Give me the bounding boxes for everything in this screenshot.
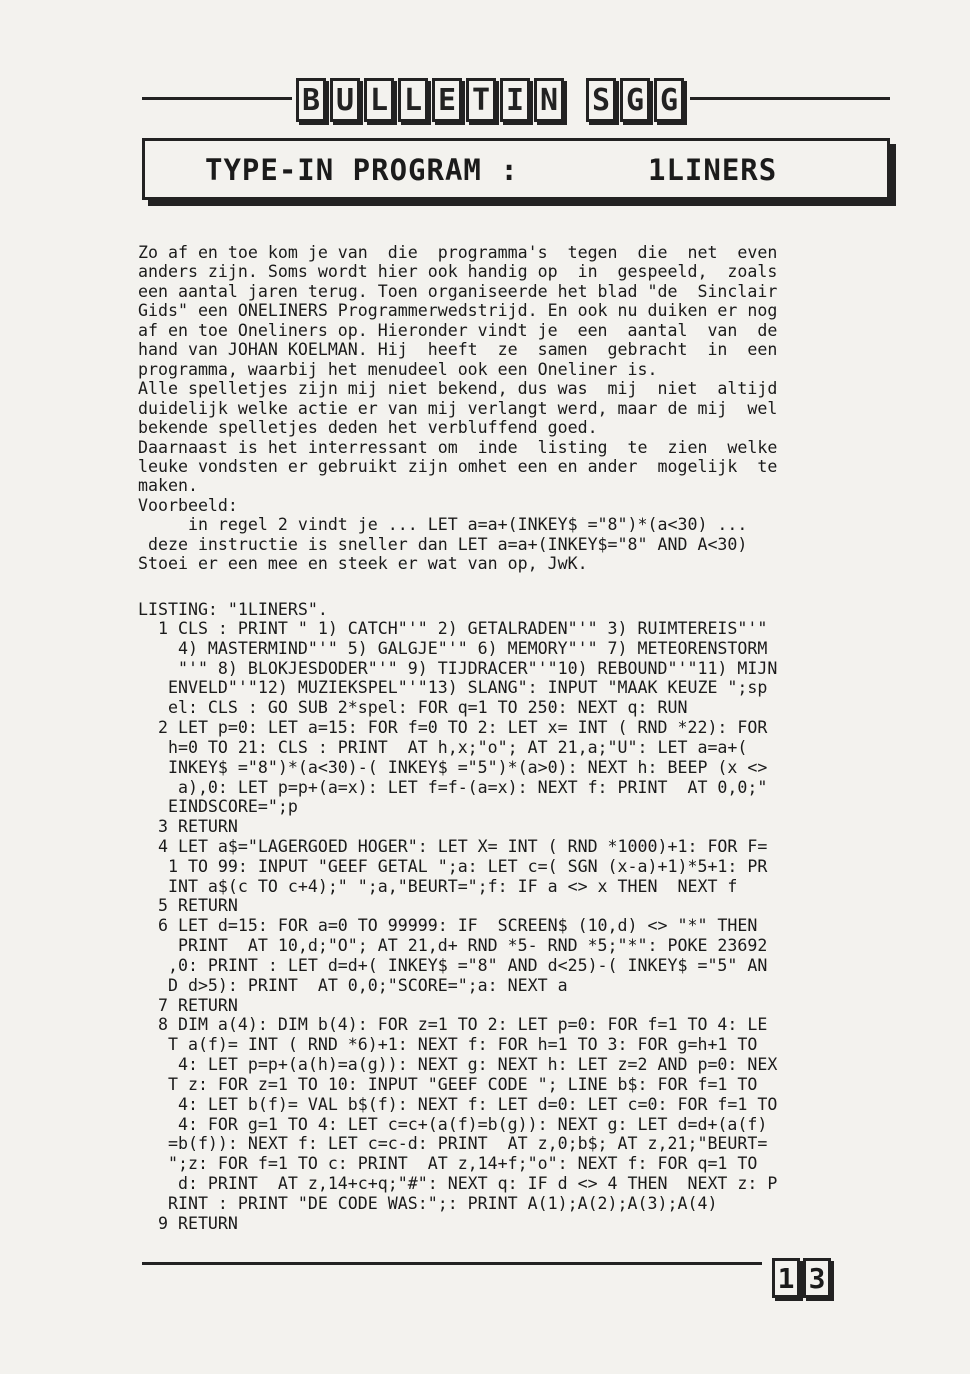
listing-line: 4 LET a$="LAGERGOED HOGER": LET X= INT ( RND *1000)+1: FOR F= — [138, 837, 768, 857]
listing-line: PRINT AT 10,d;"O"; AT 21,d+ RND *5- RND *5;"*": POKE 23692 — [138, 936, 768, 956]
intro-line: leuke vondsten er gebruikt zijn omhet een en ander mogelijk te — [138, 456, 778, 476]
listing-line: 4: FOR g=1 TO 4: LET c=c+(a(f)=b(g)): NEXT g: LET d=d+(a(f) — [138, 1114, 768, 1134]
intro-line: Stoei er een mee en steek er wat van op, JwK. — [138, 554, 588, 574]
listing-line: INT a$(c TO c+4);" ";a,"BEURT=";f: IF a <> x THEN NEXT f — [138, 876, 738, 896]
masthead-letter: U — [330, 78, 360, 122]
listing-line: 2 LET p=0: LET a=15: FOR f=0 TO 2: LET x= INT ( RND *22): FOR — [138, 718, 768, 738]
intro-line: Daarnaast is het interressant om inde listing te zien welke — [138, 437, 778, 457]
listing-line: h=0 TO 21: CLS : PRINT AT h,x;"o"; AT 21,a;"U": LET a=a+( — [138, 737, 748, 757]
intro-line: een aantal jaren terug. Toen organiseerde het blad "de Sinclair — [138, 281, 778, 301]
masthead-letter: B — [296, 78, 326, 122]
listing-line: el: CLS : GO SUB 2*spel: FOR q=1 TO 250: NEXT q: RUN — [138, 698, 688, 718]
page-number — [772, 1258, 831, 1298]
listing-line: 4: LET b(f)= VAL b$(f): NEXT f: LET d=0: LET c=0: FOR f=1 TO — [138, 1094, 778, 1114]
listing-line: 4: LET p=p+(a(h)=a(g)): NEXT g: NEXT h: LET z=2 AND p=0: NEX — [138, 1055, 778, 1075]
masthead-gap — [568, 78, 582, 122]
listing-line: 5 RETURN — [138, 896, 238, 916]
listing-line: 4) MASTERMIND"'" 5) GALGJE"'" 6) MEMORY"'" 7) METEORENSTORM — [138, 638, 768, 658]
masthead-letter: G — [620, 78, 650, 122]
section-title-box — [142, 138, 890, 200]
listing-heading: LISTING: "1LINERS". — [138, 600, 328, 619]
masthead-letter: I — [500, 78, 530, 122]
page-number-digit: 3 — [803, 1258, 831, 1298]
intro-line: hand van JOHAN KOELMAN. Hij heeft ze samen gebracht in een — [138, 340, 778, 360]
listing-line: ENVELD"'"12) MUZIEKSPEL"'"13) SLANG": INPUT "MAAK KEUZE ";sp — [138, 678, 768, 698]
listing-line: 1 CLS : PRINT " 1) CATCH"'" 2) GETALRADEN"'" 3) RUIMTEREIS"'" — [138, 619, 768, 638]
intro-line: deze instructie is sneller dan LET a=a+(INKEY$="8" AND A<30) — [138, 534, 748, 554]
intro-line: duidelijk welke actie er van mij verlangt werd, maar de mij wel — [138, 398, 778, 418]
listing-line: EINDSCORE=";p — [138, 797, 298, 817]
intro-line: in regel 2 vindt je ... LET a=a+(INKEY$ ="8")*(a<30) ... — [138, 515, 748, 535]
masthead-letter: N — [534, 78, 564, 122]
page-number-digit: 1 — [772, 1258, 800, 1298]
listing-line: ";z: FOR f=1 TO c: PRINT AT z,14+f;"o": NEXT f: FOR q=1 TO — [138, 1154, 758, 1174]
listing-line: =b(f)): NEXT f: LET c=c-d: PRINT AT z,0;b$; AT z,21;"BEURT= — [138, 1134, 768, 1154]
listing-line: RINT : PRINT "DE CODE WAS:";: PRINT A(1);A(2);A(3);A(4) — [138, 1193, 718, 1213]
intro-line: Gids" een ONELINERS Programmerwedstrijd. En ook nu duiken er nog — [138, 301, 778, 321]
listing-line: 8 DIM a(4): DIM b(4): FOR z=1 TO 2: LET p=0: FOR f=1 TO 4: LE — [138, 1015, 768, 1035]
section-title-program-name: 1LINERS — [648, 153, 778, 187]
masthead-letter: S — [586, 78, 616, 122]
masthead-letter: L — [364, 78, 394, 122]
intro-line: Voorbeeld: — [138, 495, 238, 515]
listing-line: INKEY$ ="8")*(a<30)-( INKEY$ ="5")*(a>0): NEXT h: BEEP (x <> — [138, 757, 768, 777]
masthead-rule-right — [690, 97, 890, 100]
listing-line: ,0: PRINT : LET d=d+( INKEY$ ="8" AND d<25)-( INKEY$ ="5" AN — [138, 955, 768, 975]
intro-line: af en toe Oneliners op. Hieronder vindt je een aantal van de — [138, 320, 778, 340]
listing-line: 7 RETURN — [138, 995, 238, 1015]
masthead-letter: G — [654, 78, 684, 122]
section-title: TYPE-IN PROGRAM : — [205, 153, 519, 187]
listing-line: d: PRINT AT z,14+c+q;"#": NEXT q: IF d <> 4 THEN NEXT z: P — [138, 1173, 778, 1193]
intro-line: Alle spelletjes zijn mij niet bekend, dus was mij niet altijd — [138, 379, 778, 399]
masthead-rule-left — [142, 97, 292, 100]
masthead-letter: L — [398, 78, 428, 122]
listing-line: 3 RETURN — [138, 817, 238, 837]
masthead-bulletin-sgg — [296, 78, 684, 122]
listing-line: D d>5): PRINT AT 0,0;"SCORE=";a: NEXT a — [138, 975, 568, 995]
listing-line: 9 RETURN — [138, 1213, 238, 1233]
intro-line: bekende spelletjes deden het verbluffend goed. — [138, 418, 598, 438]
footer-rule — [142, 1262, 762, 1265]
intro-line: programma, waarbij het menudeel ook een Oneliner is. — [138, 359, 658, 379]
masthead-letter: T — [466, 78, 496, 122]
intro-line: anders zijn. Soms wordt hier ook handig op in gespeeld, zoals — [138, 262, 778, 282]
listing-line: a),0: LET p=p+(a=x): LET f=f-(a=x): NEXT f: PRINT AT 0,0;" — [138, 777, 768, 797]
listing-line: 6 LET d=15: FOR a=0 TO 99999: IF SCREEN$ (10,d) <> "*" THEN — [138, 916, 758, 936]
listing-line: T a(f)= INT ( RND *6)+1: NEXT f: FOR h=1 TO 3: FOR g=h+1 TO — [138, 1035, 758, 1055]
listing-line: 1 TO 99: INPUT "GEEF GETAL ";a: LET c=( SGN (x-a)+1)*5+1: PR — [138, 856, 768, 876]
intro-line: Zo af en toe kom je van die programma's tegen die net even — [138, 243, 778, 262]
listing-line: T z: FOR z=1 TO 10: INPUT "GEEF CODE "; LINE b$: FOR f=1 TO — [138, 1074, 758, 1094]
masthead-letter: E — [432, 78, 462, 122]
intro-line: maken. — [138, 476, 198, 496]
listing-line: "'" 8) BLOKJESDODER"'" 9) TIJDRACER"'"10) REBOUND"'"11) MIJN — [138, 658, 778, 678]
